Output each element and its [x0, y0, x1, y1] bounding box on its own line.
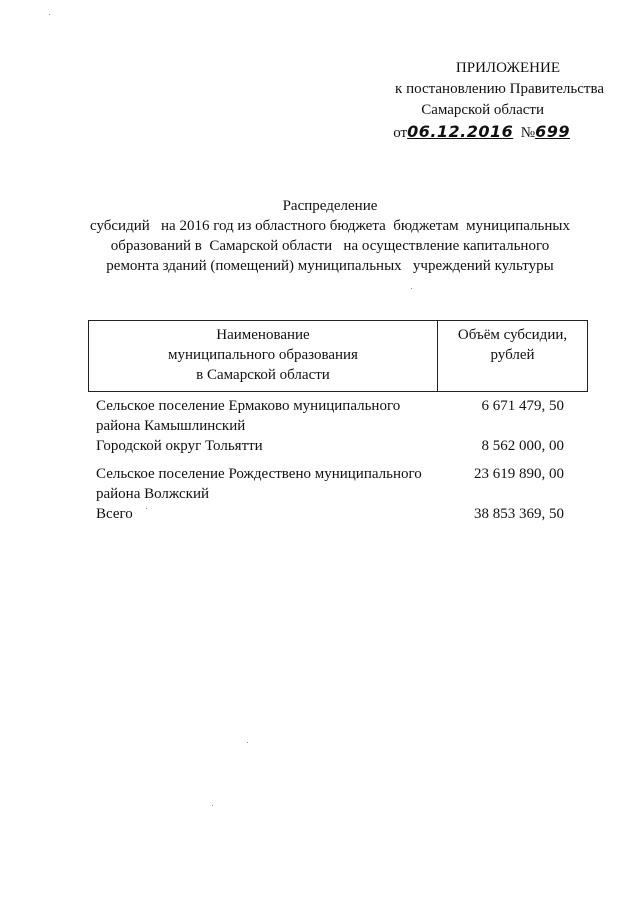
heading-line-1: Распределение: [282, 198, 378, 214]
row-amount: 23 619 890, 00: [474, 466, 564, 482]
row-name: [96, 464, 436, 504]
handwritten-number: 699: [535, 122, 570, 141]
appendix-block: [393, 58, 604, 144]
handwritten-date: 06.12.2016: [407, 122, 514, 141]
column-header-name-line-1: Наименование: [216, 327, 310, 343]
scan-speck: [247, 742, 248, 743]
table-row: [96, 464, 566, 504]
heading-line-4: ремонта зданий (помещений) муниципальных учреждений культуры: [106, 258, 554, 274]
row-name-line-1: Сельское поселение Ермаково муниципального: [96, 398, 401, 414]
row-amount: 38 853 369, 50: [474, 506, 564, 522]
row-name: [96, 504, 436, 524]
document-heading: [60, 196, 600, 276]
row-amount: 6 671 479, 50: [481, 398, 564, 414]
column-header-name-line-3: в Самарской области: [196, 367, 330, 383]
column-header-amount-line-2: рублей: [490, 347, 535, 363]
appendix-line-2: Самарской области: [421, 102, 544, 118]
scan-speck: [212, 805, 213, 806]
scan-speck: [411, 288, 412, 289]
table-body: [96, 396, 566, 524]
column-header-amount-line-1: Объём субсидии,: [457, 327, 568, 343]
number-prefix: №: [520, 125, 536, 141]
row-name: [96, 396, 436, 436]
table-header: [88, 320, 588, 392]
heading-line-3: образований в Самарской области на осуществление капитального: [110, 238, 550, 254]
scan-speck: [49, 14, 50, 15]
table-row-total: [96, 504, 566, 524]
row-name: [96, 436, 436, 456]
appendix-line-1: к постановлению Правительства: [395, 81, 604, 97]
row-name-line-1: Сельское поселение Рождествено муниципального: [96, 466, 422, 482]
table-row: [96, 396, 566, 436]
column-header-name-line-2: муниципального образования: [168, 347, 358, 363]
column-header-name: [89, 321, 438, 392]
row-name-line-2: района Волжский: [96, 486, 210, 502]
row-name-line-1: Всего: [96, 506, 133, 522]
row-name-line-1: Городской округ Тольятти: [96, 438, 263, 454]
column-header-amount: [438, 321, 588, 392]
appendix-date-line: [393, 121, 604, 144]
date-prefix: от: [393, 125, 408, 141]
table-row: [96, 436, 566, 456]
heading-line-2: субсидий на 2016 год из областного бюджета бюджетам муниципальных: [90, 218, 570, 234]
row-amount: 8 562 000, 00: [481, 438, 564, 454]
row-name-line-2: района Камышлинский: [96, 418, 246, 434]
appendix-title: ПРИЛОЖЕНИЕ: [455, 60, 560, 76]
scan-speck: [146, 508, 147, 509]
